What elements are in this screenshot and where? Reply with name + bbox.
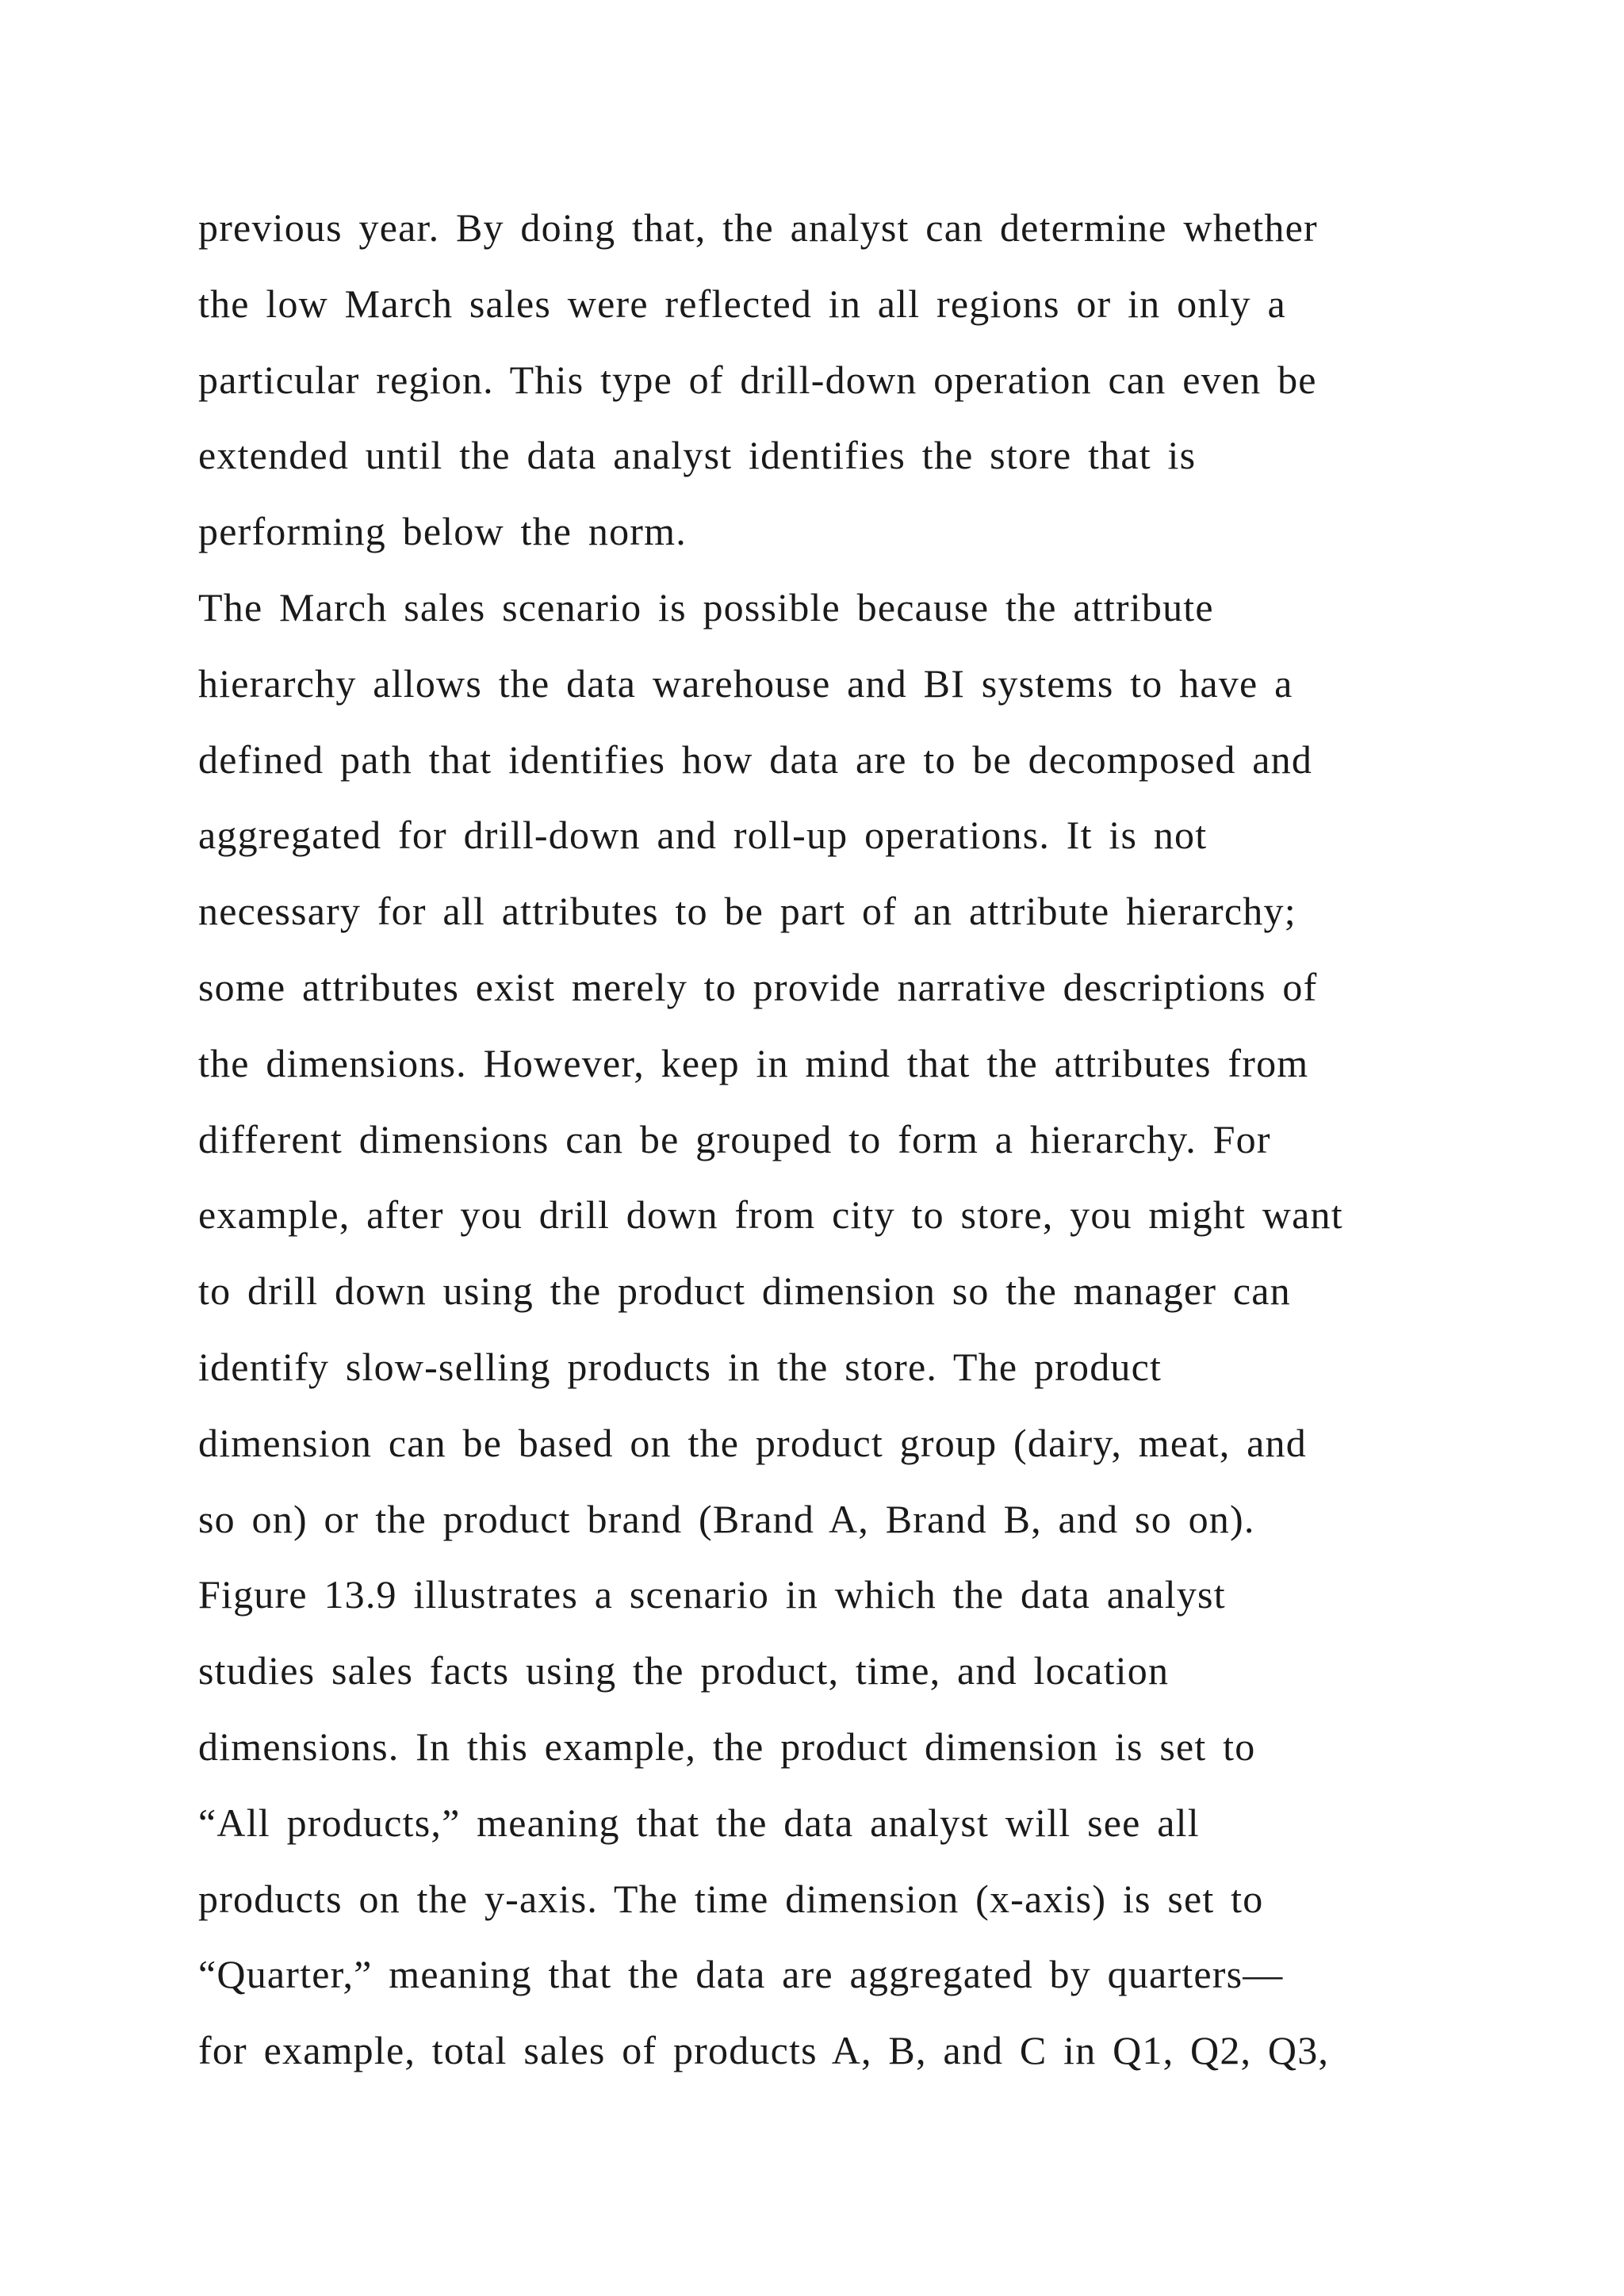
text-line: studies sales facts using the product, time, and location	[198, 1648, 1170, 1693]
text-line: to drill down using the product dimension so the manager can	[198, 1269, 1291, 1314]
text-line: “All products,” meaning that the data analyst will see all	[198, 1800, 1200, 1845]
text-line: dimensions. In this example, the product dimension is set to	[198, 1724, 1256, 1769]
text-line: Figure 13.9 illustrates a scenario in which the data analyst	[198, 1572, 1226, 1617]
text-line: “Quarter,” meaning that the data are aggregated by quarters—	[198, 1952, 1284, 1997]
text-line: different dimensions can be grouped to form a hierarchy. For	[198, 1116, 1271, 1161]
text-line: extended until the data analyst identifies the store that is	[198, 433, 1197, 478]
text-line: example, after you drill down from city to store, you might want	[198, 1192, 1343, 1238]
text-line: performing below the norm.	[198, 509, 687, 554]
text-line: aggregated for drill-down and roll-up operations. It is not	[198, 813, 1208, 858]
text-line: defined path that identifies how data are to be decomposed and	[198, 737, 1313, 782]
text-line: particular region. This type of drill-down operation can even be	[198, 357, 1317, 402]
text-line: dimension can be based on the product group (dairy, meat, and	[198, 1420, 1307, 1465]
text-line: The March sales scenario is possible because the attribute	[198, 584, 1214, 629]
text-line: necessary for all attributes to be part of an attribute hierarchy;	[198, 889, 1297, 934]
text-line: identify slow-selling products in the store. The product	[198, 1344, 1162, 1389]
body-text	[198, 190, 1451, 2089]
text-line: some attributes exist merely to provide narrative descriptions of	[198, 964, 1318, 1009]
text-line: hierarchy allows the data warehouse and BI systems to have a	[198, 660, 1293, 706]
text-line: the low March sales were reflected in all regions or in only a	[198, 281, 1286, 326]
text-line: products on the y-axis. The time dimension (x-axis) is set to	[198, 1876, 1264, 1921]
text-line: so on) or the product brand (Brand A, Brand B, and so on).	[198, 1496, 1255, 1541]
text-line: previous year. By doing that, the analyst can determine whether	[198, 205, 1318, 250]
text-line: the dimensions. However, keep in mind that the attributes from	[198, 1040, 1309, 1085]
text-line: for example, total sales of products A, B, and C in Q1, Q2, Q3,	[198, 2028, 1330, 2073]
